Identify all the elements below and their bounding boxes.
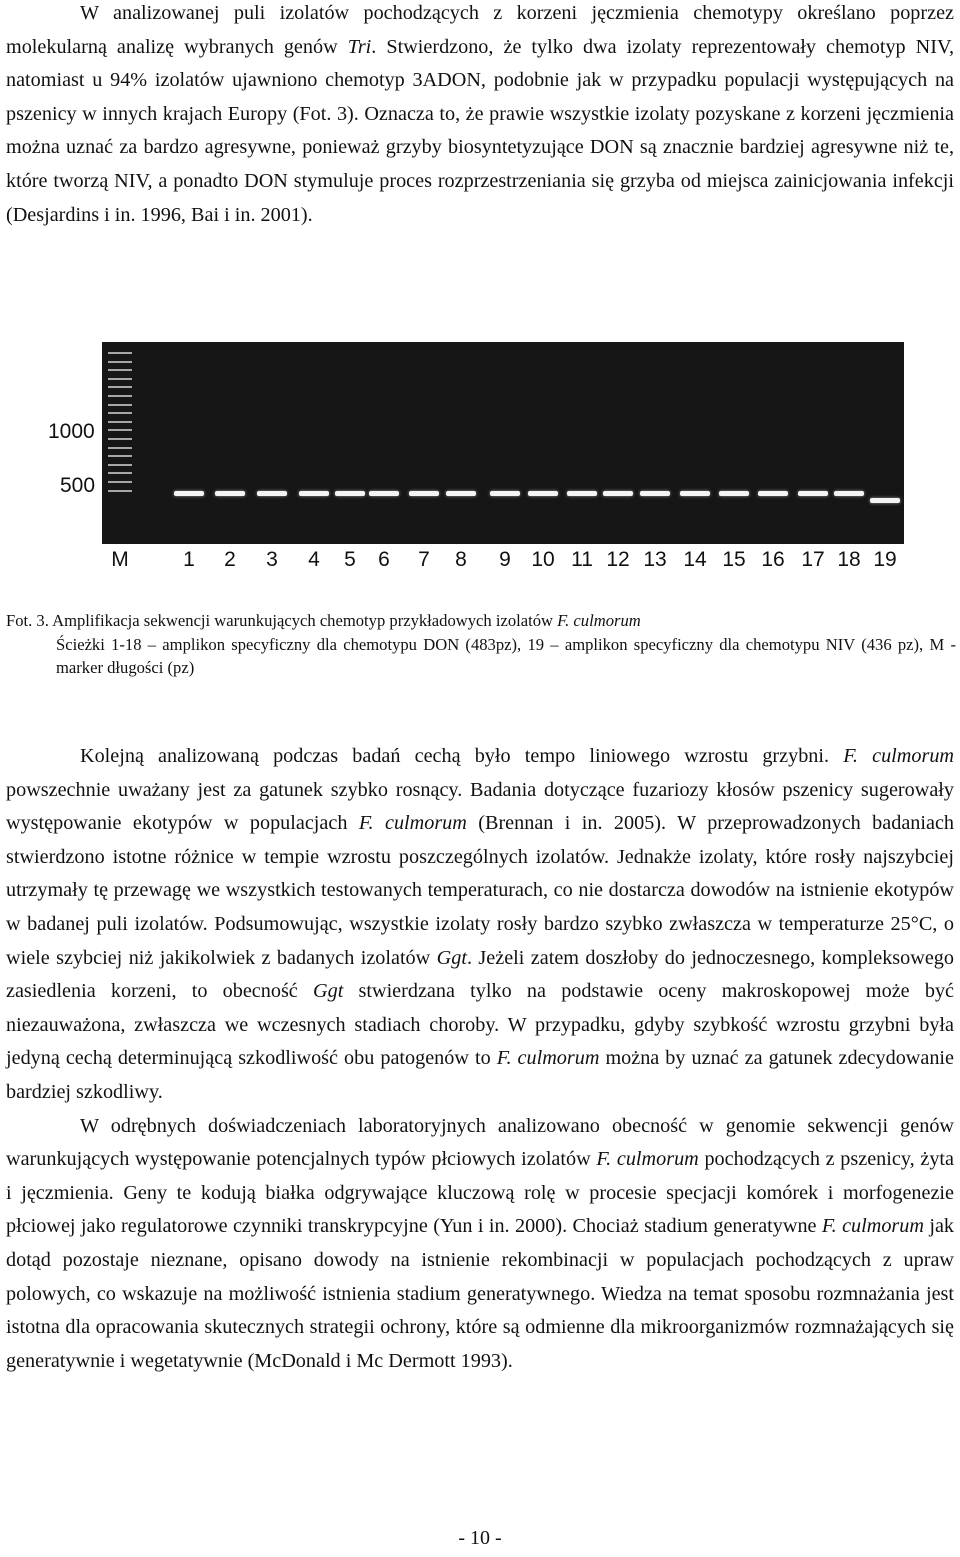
text-run: Kolejną analizowaną podczas badań cechą było tempo liniowego wzrostu grzybni. <box>80 745 844 767</box>
lane-label: 19 <box>873 548 897 571</box>
lane-label: 11 <box>571 548 593 571</box>
italic-term: F. culmorum <box>496 1047 600 1070</box>
band-lane-4 <box>299 491 329 496</box>
marker-rung <box>108 412 132 414</box>
text-run: . Stwierdzono, że tylko dwa izolaty reprezentowały chemotyp NIV, natomiast u 94% izolatów ujawniono chemotyp 3ADON, podobnie jak w przypadku populacji występujących na pszenicy w innych krajach Europy (Fot. 3). Oznacza to, że prawie wszystkie izolaty pozyskane z korzeni jęczmienia można uznać za bardzo agresywne, ponieważ grzyby biosyntetyzujące DON są znacznie bardziej agresywne niż te, które tworzą NIV, a ponadto DON stymuluje proces rozprzestrzeniania się grzyba od miejsca zainicjowania infekcji (Desjardins i in. 1996, Bai i in. 2001). <box>6 35 955 226</box>
marker-rung <box>108 421 132 423</box>
text-run: W odrębnych doświadczeniach laboratoryjnych analizowano obecność w genomie sekwencji genów warunkujących występowanie potencjalnych typów płciowych izolatów <box>6 1114 954 1171</box>
lane-label: 14 <box>683 548 707 571</box>
text-run: W analizowanej puli izolatów pochodzących z korzeni jęczmienia chemotypy określano poprzez molekularną analizę wybranych genów <box>6 2 954 58</box>
lane-label: 18 <box>837 548 861 571</box>
band-lane-10 <box>528 491 558 496</box>
band-lane-7 <box>409 491 439 496</box>
lane-label: 4 <box>308 548 320 571</box>
marker-rung <box>108 395 132 397</box>
italic-term: F. culmorum <box>843 745 954 767</box>
paragraph-growth-rate <box>6 740 954 1378</box>
marker-rung <box>108 447 132 449</box>
marker-rung <box>108 438 132 440</box>
band-lane-5 <box>335 491 365 496</box>
band-lane-3 <box>257 491 287 496</box>
text-run: pochodzących z pszenicy, żyta i jęczmienia. Geny te kodują białka odgrywające kluczową rolę w procesie specjacji komórek i morfogenezie płciowej jako regulatorowe czynniki transkrypcyjne (Yun i in. 2000). Chociaż stadium generatywne <box>6 1148 955 1238</box>
size-label-500: 500 <box>60 474 96 497</box>
text-run: Fot. 3. Amplifikacja sekwencji warunkujących chemotyp przykładowych izolatów <box>6 611 558 630</box>
band-lane-1 <box>174 491 204 496</box>
marker-rung <box>108 361 132 363</box>
lane-label: 1 <box>183 548 195 571</box>
text-run: stwierdzana tylko na podstawie oceny makroskopowej może być niezauważona, zwłaszcza we wczesnych stadiach choroby. W przypadku, gdyby szybkość wzrostu grzybni była jedyną cechą determinującą szkodliwość obu patogenów to <box>6 980 954 1070</box>
band-lane-9 <box>490 491 520 496</box>
band-lane-18 <box>834 491 864 496</box>
band-lane-12 <box>603 491 633 496</box>
band-lane-19 <box>870 498 900 503</box>
lane-label: 12 <box>606 548 630 571</box>
paragraph-growth-rate-text <box>6 745 954 1103</box>
lane-label: 7 <box>418 548 430 571</box>
lane-label: M <box>111 548 129 571</box>
marker-rung <box>108 429 132 431</box>
italic-term: F. culmorum <box>358 812 467 835</box>
size-label-1000: 1000 <box>48 420 95 443</box>
lane-label: 17 <box>801 548 825 571</box>
italic-term: F. culmorum <box>821 1215 924 1238</box>
page-number: - 10 - <box>458 1527 502 1549</box>
band-lane-13 <box>640 491 670 496</box>
text-run: . Jeżeli zatem doszłoby do jednoczesnego, kompleksowego zasiedlenia korzeni, to obecność <box>6 946 954 1003</box>
gel-image <box>102 342 904 544</box>
gel-figure <box>40 338 920 583</box>
lane-label: 10 <box>531 548 555 571</box>
lane-label: 13 <box>643 548 667 571</box>
caption-title <box>6 609 956 633</box>
lane-label: 15 <box>722 548 746 571</box>
lane-label: 9 <box>499 548 511 571</box>
paragraph-mating-types-text <box>6 1115 954 1372</box>
lane-label: 5 <box>344 548 356 571</box>
text-run: powszechnie uważany jest za gatunek szybko rosnący. Badania dotyczące fuzariozy kłosów pszenicy sugerowały występowanie ekotypów w populacjach <box>6 778 954 835</box>
marker-rung <box>108 378 132 380</box>
text-run: jak dotąd pozostaje nieznane, opisano dowody na istnienie rekombinacji w populacjach pochodzących z upraw polowych, co wskazuje na możliwość istnienia stadium generatywnego. Wiedza na temat sposobu rozmnażania jest istotna dla opracowania skutecznych strategii ochrony, które są odmienne dla mikroorganizmów rozmnażających się generatywnie i wegetatywnie (McDonald i Mc Dermott 1993). <box>6 1215 954 1372</box>
text-run: (Brennan i in. 2005). W przeprowadzonych badaniach stwierdzono istotne różnice w tempie wzrostu poszczególnych izolatów. Jednakże izolaty, które rosły najszybciej utrzymały tę przewagę we wszystkich testowanych temperaturach, co nie dostarcza dowodów na istnienie ekotypów w badanej puli izolatów. Podsumowując, wszystkie izolaty rosły bardzo szybko zwłaszcza w temperaturze 25°C, o wiele szybciej niż jakikolwiek z badanych izolatów <box>6 812 954 969</box>
band-lane-17 <box>798 491 828 496</box>
italic-term: Ggt <box>313 980 344 1003</box>
band-lane-11 <box>567 491 597 496</box>
marker-rung <box>108 464 132 466</box>
lane-label: 8 <box>455 548 467 571</box>
paragraph-chemotypes <box>6 0 954 232</box>
lane-label: 16 <box>761 548 785 571</box>
marker-rung <box>108 455 132 457</box>
lane-label: 6 <box>378 548 390 571</box>
marker-rung <box>108 404 132 406</box>
italic-term: Tri <box>347 35 372 58</box>
caption-description: Ścieżki 1-18 – amplikon specyficzny dla chemotypu DON (483pz), 19 – amplikon specyficzny dla chemotypu NIV (436 pz), M - marker długości (pz) <box>56 634 956 677</box>
marker-rung <box>108 369 132 371</box>
marker-rung <box>108 490 132 492</box>
figure-caption <box>6 609 956 680</box>
marker-rung <box>108 352 132 354</box>
band-lane-16 <box>758 491 788 496</box>
band-lane-2 <box>215 491 245 496</box>
marker-rung <box>108 386 132 388</box>
band-lane-15 <box>719 491 749 496</box>
band-lane-6 <box>369 491 399 496</box>
lane-label: 2 <box>224 548 236 571</box>
italic-term: Ggt <box>436 946 467 969</box>
text-run: można by uznać za gatunek zdecydowanie bardziej szkodliwy. <box>6 1047 954 1103</box>
lane-label: 3 <box>266 548 278 571</box>
italic-term: F. culmorum <box>596 1148 699 1171</box>
band-lane-8 <box>446 491 476 496</box>
italic-term: F. culmorum <box>557 611 641 630</box>
marker-rung <box>108 472 132 474</box>
marker-rung <box>108 481 132 483</box>
band-lane-14 <box>680 491 710 496</box>
